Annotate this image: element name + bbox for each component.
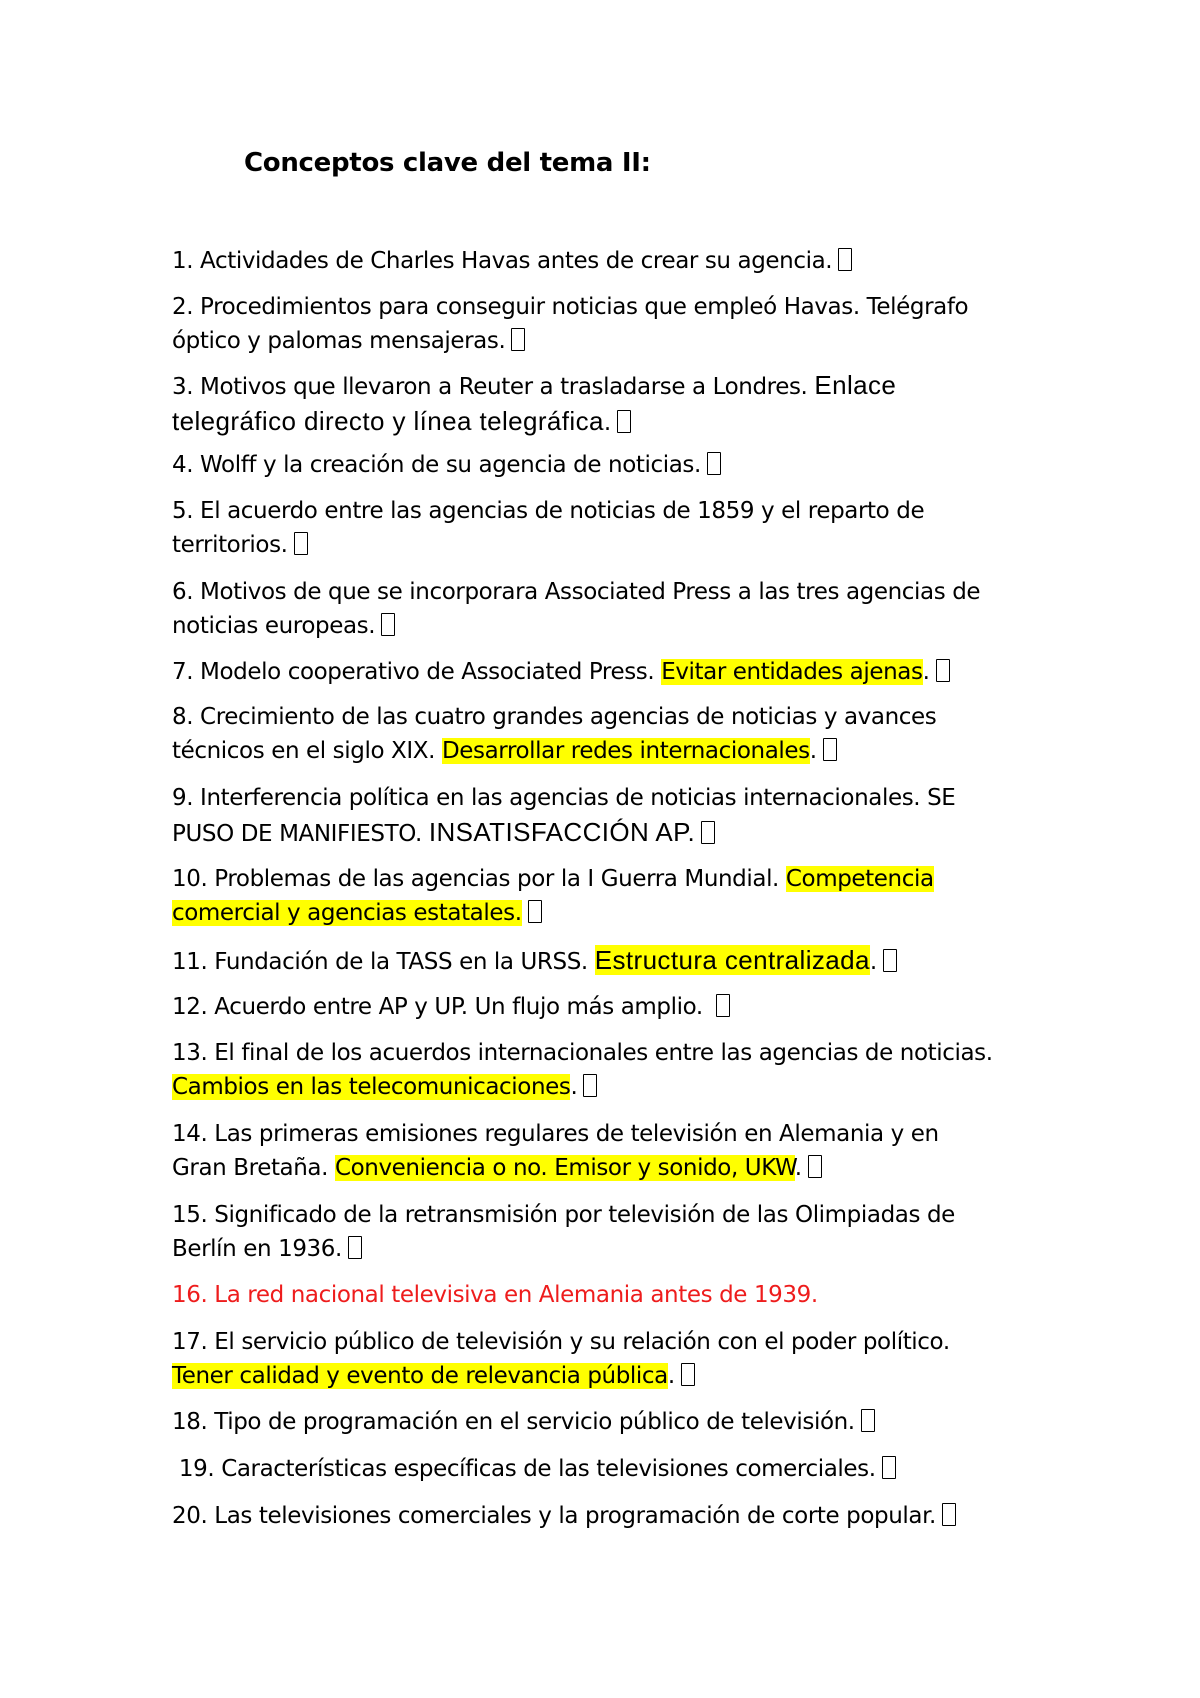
checkbox-glyph-icon <box>381 613 395 636</box>
page-title: Conceptos clave del tema II: <box>244 148 651 178</box>
checkbox-glyph-icon <box>936 659 950 682</box>
item-text: 19. Características específicas de las televisiones comerciales. <box>172 1456 876 1482</box>
checkbox-glyph-icon <box>681 1363 695 1386</box>
item-text: 8. Crecimiento de las cuatro grandes agencias de noticias y avances <box>172 704 937 730</box>
item-text: . <box>794 1155 802 1181</box>
list-item <box>172 290 1052 358</box>
checkbox-glyph-icon <box>883 949 897 972</box>
item-text: noticias europeas. <box>172 613 376 639</box>
item-text: 18. Tipo de programación en el servicio público de televisión. <box>172 1409 855 1435</box>
highlighted-text: comercial y agencias estatales. <box>172 900 522 926</box>
list-item <box>172 244 1052 278</box>
list-item <box>172 1452 1052 1486</box>
item-text: . <box>869 949 877 975</box>
item-text: 7. Modelo cooperativo de Associated Press. <box>172 659 662 685</box>
item-text: técnicos en el siglo XIX. <box>172 738 442 764</box>
item-text: 4. Wolff y la creación de su agencia de noticias. <box>172 452 701 478</box>
item-text: 6. Motivos de que se incorporara Associated Press a las tres agencias de <box>172 579 981 605</box>
list-item <box>172 862 1052 930</box>
list-item <box>172 700 1052 768</box>
item-text: 14. Las primeras emisiones regulares de televisión en Alemania y en <box>172 1121 939 1147</box>
list-item <box>172 1117 1052 1185</box>
highlighted-text: Competencia <box>785 866 934 892</box>
item-text: 3. Motivos que llevaron a Reuter a trasladarse a Londres. <box>172 374 815 400</box>
item-text: 2. Procedimientos para conseguir noticias que empleó Havas. Telégrafo <box>172 294 969 320</box>
item-text: PUSO DE MANIFIESTO. <box>172 821 429 847</box>
item-text: . <box>809 738 817 764</box>
item-text: . <box>667 1363 675 1389</box>
list-item <box>172 990 1052 1024</box>
highlighted-text: Estructura centralizada <box>594 945 870 975</box>
highlighted-text: Tener calidad y evento de relevancia pública <box>172 1363 668 1389</box>
list-item <box>172 1198 1052 1266</box>
list-item <box>172 781 1052 851</box>
checkbox-glyph-icon <box>707 452 721 475</box>
list-item <box>172 494 1052 562</box>
item-text: . <box>570 1074 578 1100</box>
item-text: 11. Fundación de la TASS en la URSS. <box>172 949 595 975</box>
item-text: 5. El acuerdo entre las agencias de noticias de 1859 y el reparto de <box>172 498 925 524</box>
checkbox-glyph-icon <box>511 328 525 351</box>
checkbox-glyph-icon <box>617 410 631 433</box>
item-text: territorios. <box>172 532 288 558</box>
checkbox-glyph-icon <box>528 900 542 923</box>
item-text: 9. Interferencia política en las agencias de noticias internacionales. SE <box>172 785 956 811</box>
item-text-alt: telegráfico directo y línea telegráfica <box>172 406 604 436</box>
checkbox-glyph-icon <box>838 248 852 271</box>
checkbox-glyph-icon <box>942 1503 956 1526</box>
checkbox-glyph-icon <box>701 821 715 844</box>
highlighted-text: Desarrollar redes internacionales <box>441 738 810 764</box>
highlighted-text: Cambios en las telecomunicaciones <box>172 1074 571 1100</box>
item-text: . <box>922 659 930 685</box>
item-text: . <box>603 410 611 436</box>
item-text: Berlín en 1936. <box>172 1236 342 1262</box>
list-item <box>172 655 1052 689</box>
list-item <box>172 1036 1052 1104</box>
list-item <box>172 1325 1052 1393</box>
list-item <box>172 368 1052 440</box>
highlighted-text: Conveniencia o no. Emisor y sonido, UKW <box>334 1155 795 1181</box>
item-text-alt: Enlace <box>814 370 897 400</box>
checkbox-glyph-icon <box>294 532 308 555</box>
item-text-alt: INSATISFACCIÓN AP. <box>428 817 696 847</box>
list-item <box>172 943 1052 979</box>
highlighted-text: Evitar entidades ajenas <box>661 659 923 685</box>
checkbox-glyph-icon <box>583 1074 597 1097</box>
checkbox-glyph-icon <box>823 738 837 761</box>
list-item <box>172 1499 1052 1533</box>
item-text: óptico y palomas mensajeras. <box>172 328 506 354</box>
item-text: Gran Bretaña. <box>172 1155 335 1181</box>
list-item <box>172 448 1052 482</box>
list-item <box>172 575 1052 643</box>
checkbox-glyph-icon <box>882 1456 896 1479</box>
checkbox-glyph-icon <box>348 1236 362 1259</box>
checkbox-glyph-icon <box>861 1409 875 1432</box>
list-item <box>172 1278 1052 1312</box>
item-text: 13. El final de los acuerdos internacionales entre las agencias de noticias. <box>172 1040 993 1066</box>
checkbox-glyph-icon <box>808 1155 822 1178</box>
item-text: 10. Problemas de las agencias por la I Guerra Mundial. <box>172 866 786 892</box>
checkbox-glyph-icon <box>716 994 730 1017</box>
item-text: 12. Acuerdo entre AP y UP. Un flujo más amplio. <box>172 994 710 1020</box>
item-text: 20. Las televisiones comerciales y la programación de corte popular. <box>172 1503 936 1529</box>
list-item <box>172 1405 1052 1439</box>
item-text: 17. El servicio público de televisión y su relación con el poder político. <box>172 1329 950 1355</box>
item-text: 1. Actividades de Charles Havas antes de crear su agencia. <box>172 248 833 274</box>
item-text: 15. Significado de la retransmisión por televisión de las Olimpiadas de <box>172 1202 955 1228</box>
item-text-red: 16. La red nacional televisiva en Alemania antes de 1939. <box>172 1282 818 1308</box>
